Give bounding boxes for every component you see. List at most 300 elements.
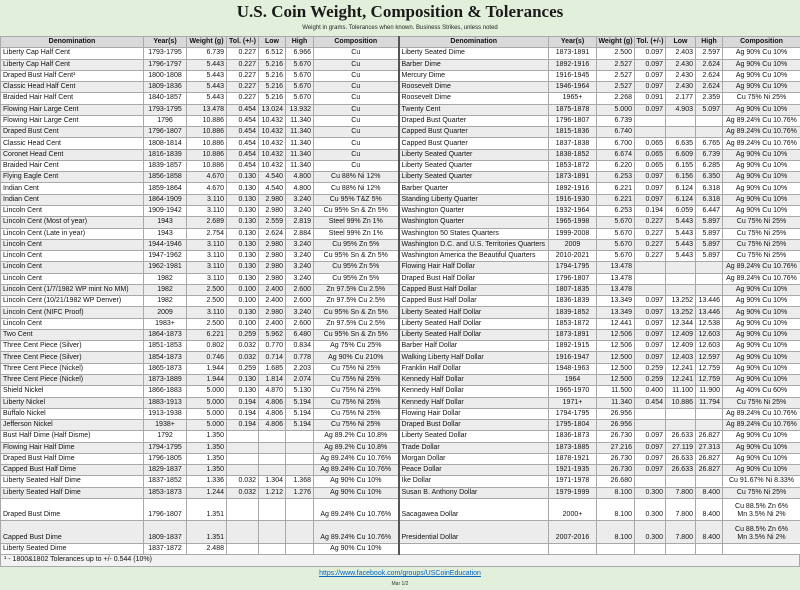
right-tolerance-cell: 0.097 — [635, 172, 666, 183]
left-high-cell: 3.240 — [286, 205, 314, 216]
right-denomination-cell: Flowing Hair Dollar — [399, 408, 549, 419]
right-tolerance-cell — [635, 543, 666, 554]
left-weight-cell: 1.350 — [187, 431, 227, 442]
right-tolerance-cell: 0.259 — [635, 363, 666, 374]
right-composition-cell: Cu 75% Ni 25% — [723, 93, 800, 104]
right-denomination-cell: Susan B. Anthony Dollar — [399, 487, 549, 498]
right-denomination-cell: Kennedy Half Dollar — [399, 374, 549, 385]
left-composition-cell: Cu 95% Zn 5% — [314, 239, 399, 250]
left-tolerance-cell: 0.032 — [227, 341, 259, 352]
left-composition-cell: Ag 89.24% Cu 10.76% — [314, 453, 399, 464]
right-low-cell — [666, 476, 696, 487]
left-weight-cell: 1.336 — [187, 476, 227, 487]
left-composition-cell: Ag 90% Cu 10% — [314, 476, 399, 487]
left-composition-cell: Cu 95% Sn & Zn 5% — [314, 307, 399, 318]
left-high-cell: 13.932 — [286, 104, 314, 115]
right-weight-cell: 6.221 — [597, 183, 635, 194]
right-tolerance-cell: 0.097 — [635, 82, 666, 93]
left-high-cell — [286, 465, 314, 476]
right-header-low: Low — [666, 37, 696, 48]
left-denomination-cell: Lincoln Cent — [1, 205, 144, 216]
left-weight-cell: 5.000 — [187, 420, 227, 431]
table-row — [1, 194, 800, 205]
right-weight-cell: 12.506 — [597, 341, 635, 352]
left-low-cell — [259, 431, 286, 442]
left-weight-cell: 10.886 — [187, 138, 227, 149]
right-denomination-cell: Washington America the Beautiful Quarters — [399, 251, 549, 262]
right-weight-cell: 2.268 — [597, 93, 635, 104]
page-title: U.S. Coin Weight, Composition & Tolerances — [236, 2, 564, 21]
table-row — [1, 251, 800, 262]
right-high-cell: 27.313 — [696, 442, 723, 453]
table-row — [1, 465, 800, 476]
right-low-cell: 6.609 — [666, 149, 696, 160]
left-years-cell: 1808-1814 — [144, 138, 187, 149]
right-years-cell: 1965+ — [549, 93, 597, 104]
right-years-cell: 1946-1964 — [549, 82, 597, 93]
right-low-cell — [666, 420, 696, 431]
right-weight-cell: 26.730 — [597, 431, 635, 442]
right-low-cell: 5.443 — [666, 228, 696, 239]
right-high-cell — [696, 408, 723, 419]
table-row — [1, 59, 800, 70]
right-composition-cell: Ag 89.24% Cu 10.76% — [723, 127, 800, 138]
left-tolerance-cell: 0.454 — [227, 115, 259, 126]
right-weight-cell: 11.500 — [597, 386, 635, 397]
right-weight-cell: 12.500 — [597, 363, 635, 374]
left-years-cell: 1982 — [144, 296, 187, 307]
right-years-cell: 2000+ — [549, 498, 597, 521]
right-low-cell: 12.409 — [666, 329, 696, 340]
left-composition-cell: Zn 97.5% Cu 2.5% — [314, 284, 399, 295]
right-denomination-cell: Flowing Hair Half Dollar — [399, 262, 549, 273]
right-tolerance-cell: 0.097 — [635, 329, 666, 340]
right-years-cell: 2009 — [549, 239, 597, 250]
right-weight-cell: 8.100 — [597, 498, 635, 521]
left-years-cell: 1840-1857 — [144, 93, 187, 104]
right-denomination-cell: Capped Bust Quarter — [399, 138, 549, 149]
source-link[interactable]: https://www.facebook.com/groups/USCoinEducation — [319, 570, 481, 577]
right-high-cell: 26.827 — [696, 465, 723, 476]
left-denomination-cell: Lincoln Cent — [1, 239, 144, 250]
right-composition-cell: Ag 90% Cu 10% — [723, 70, 800, 81]
right-composition-cell: Cu 91.67% Ni 8.33% — [723, 476, 800, 487]
right-composition-cell: Cu 75% Ni 25% — [723, 487, 800, 498]
left-years-cell: 1883-1913 — [144, 397, 187, 408]
left-composition-cell: Cu 75% Ni 25% — [314, 374, 399, 385]
right-denomination-cell: Capped Bust Half Dollar — [399, 296, 549, 307]
table-row — [1, 217, 800, 228]
right-tolerance-cell: 0.194 — [635, 205, 666, 216]
left-years-cell: 1859-1864 — [144, 183, 187, 194]
left-weight-cell: 3.110 — [187, 307, 227, 318]
right-tolerance-cell — [635, 420, 666, 431]
right-years-cell: 1839-1852 — [549, 307, 597, 318]
left-denomination-cell: Jefferson Nickel — [1, 420, 144, 431]
left-tolerance-cell: 0.130 — [227, 172, 259, 183]
right-high-cell: 6.285 — [696, 160, 723, 171]
left-low-cell: 2.400 — [259, 284, 286, 295]
right-tolerance-cell: 0.454 — [635, 397, 666, 408]
right-composition-cell: Ag 90% Cu 10% — [723, 442, 800, 453]
left-low-cell: 5.216 — [259, 70, 286, 81]
left-low-cell — [259, 453, 286, 464]
right-low-cell: 2.430 — [666, 70, 696, 81]
left-tolerance-cell: 0.227 — [227, 70, 259, 81]
right-high-cell: 13.446 — [696, 307, 723, 318]
right-weight-cell: 6.674 — [597, 149, 635, 160]
right-years-cell: 1838-1852 — [549, 149, 597, 160]
left-composition-cell: Cu — [314, 149, 399, 160]
right-years-cell: 1815-1836 — [549, 127, 597, 138]
table-row — [1, 239, 800, 250]
right-denomination-cell: Roosevelt Dime — [399, 82, 549, 93]
right-weight-cell — [597, 543, 635, 554]
right-tolerance-cell: 0.097 — [635, 70, 666, 81]
left-high-cell: 5.670 — [286, 59, 314, 70]
table-row — [1, 183, 800, 194]
right-denomination-cell: Draped Bust Dollar — [399, 420, 549, 431]
left-high-cell: 2.074 — [286, 374, 314, 385]
right-high-cell: 5.897 — [696, 251, 723, 262]
left-denomination-cell: Lincoln Cent (1/7/1982 WP mint No MM) — [1, 284, 144, 295]
right-composition-cell: Ag 89.24% Cu 10.76% — [723, 408, 800, 419]
right-composition-cell: Ag 90% Cu 10% — [723, 104, 800, 115]
left-years-cell: 1913-1938 — [144, 408, 187, 419]
left-tolerance-cell: 0.130 — [227, 251, 259, 262]
left-weight-cell: 6.221 — [187, 329, 227, 340]
right-years-cell: 1948-1963 — [549, 363, 597, 374]
left-weight-cell: 3.110 — [187, 273, 227, 284]
left-composition-cell: Cu 95% Zn 5% — [314, 273, 399, 284]
right-low-cell: 13.252 — [666, 296, 696, 307]
left-high-cell: 2.819 — [286, 217, 314, 228]
left-tolerance-cell — [227, 453, 259, 464]
left-denomination-cell: Flowing Hair Half Dime — [1, 442, 144, 453]
left-high-cell: 3.240 — [286, 251, 314, 262]
right-tolerance-cell — [635, 284, 666, 295]
left-tolerance-cell: 0.130 — [227, 374, 259, 385]
left-weight-cell: 10.886 — [187, 115, 227, 126]
left-years-cell: 1829-1837 — [144, 465, 187, 476]
right-tolerance-cell: 0.097 — [635, 442, 666, 453]
right-low-cell: 12.403 — [666, 352, 696, 363]
left-denomination-cell: Buffalo Nickel — [1, 408, 144, 419]
left-denomination-cell: Three Cent Piece (Nickel) — [1, 363, 144, 374]
right-high-cell — [696, 127, 723, 138]
right-low-cell: 13.252 — [666, 307, 696, 318]
table-row — [1, 160, 800, 171]
left-high-cell: 11.340 — [286, 160, 314, 171]
left-years-cell: 1943 — [144, 217, 187, 228]
right-tolerance-cell: 0.227 — [635, 251, 666, 262]
right-composition-cell: Ag 90% Cu 10% — [723, 318, 800, 329]
right-weight-cell: 12.500 — [597, 352, 635, 363]
right-high-cell: 12.759 — [696, 374, 723, 385]
left-years-cell: 1800-1808 — [144, 70, 187, 81]
right-denomination-cell: Liberty Seated Half Dollar — [399, 307, 549, 318]
right-high-cell: 5.097 — [696, 104, 723, 115]
left-tolerance-cell: 0.194 — [227, 420, 259, 431]
right-high-cell: 2.597 — [696, 48, 723, 59]
left-low-cell: 2.980 — [259, 205, 286, 216]
left-weight-cell: 3.110 — [187, 251, 227, 262]
right-high-cell — [696, 476, 723, 487]
left-weight-cell: 10.886 — [187, 127, 227, 138]
left-years-cell: 1943 — [144, 228, 187, 239]
right-years-cell: 1795-1804 — [549, 420, 597, 431]
right-tolerance-cell: 0.227 — [635, 228, 666, 239]
left-high-cell: 11.340 — [286, 149, 314, 160]
left-years-cell: 1982 — [144, 273, 187, 284]
left-years-cell: 1839-1857 — [144, 160, 187, 171]
right-high-cell — [696, 284, 723, 295]
right-weight-cell: 5.000 — [597, 104, 635, 115]
left-high-cell: 1.368 — [286, 476, 314, 487]
left-denomination-cell: Liberty Seated Half Dime — [1, 476, 144, 487]
right-composition-cell: Ag 89.24% Cu 10.76% — [723, 262, 800, 273]
right-years-cell: 1916-1930 — [549, 194, 597, 205]
left-high-cell: 6.480 — [286, 329, 314, 340]
left-low-cell: 4.540 — [259, 172, 286, 183]
right-composition-cell: Cu 75% Ni 25% — [723, 217, 800, 228]
left-denomination-cell: Lincoln Cent (NIFC Proof) — [1, 307, 144, 318]
right-high-cell: 8.400 — [696, 521, 723, 544]
table-row — [1, 138, 800, 149]
right-low-cell: 5.443 — [666, 239, 696, 250]
right-tolerance-cell: 0.097 — [635, 431, 666, 442]
table-row — [1, 363, 800, 374]
left-weight-cell: 1.350 — [187, 465, 227, 476]
left-tolerance-cell: 0.130 — [227, 273, 259, 284]
left-tolerance-cell: 0.130 — [227, 183, 259, 194]
left-weight-cell: 1.944 — [187, 363, 227, 374]
right-years-cell: 2007-2016 — [549, 521, 597, 544]
right-low-cell: 7.800 — [666, 487, 696, 498]
left-denomination-cell: Bust Half Dime (Half Disme) — [1, 431, 144, 442]
right-years-cell: 1873-1885 — [549, 442, 597, 453]
table-row — [1, 318, 800, 329]
left-high-cell: 11.340 — [286, 127, 314, 138]
right-denomination-cell: Ike Dollar — [399, 476, 549, 487]
left-denomination-cell: Three Cent Piece (Nickel) — [1, 374, 144, 385]
left-composition-cell: Cu — [314, 59, 399, 70]
right-high-cell: 2.624 — [696, 82, 723, 93]
table-row — [1, 115, 800, 126]
right-composition-cell: Cu 75% Ni 25% — [723, 239, 800, 250]
left-years-cell: 1796-1805 — [144, 453, 187, 464]
left-denomination-cell: Three Cent Piece (Silver) — [1, 352, 144, 363]
left-weight-cell: 2.689 — [187, 217, 227, 228]
table-row — [1, 476, 800, 487]
left-high-cell: 3.240 — [286, 262, 314, 273]
right-years-cell: 1836-1839 — [549, 296, 597, 307]
left-composition-cell: Cu 88% Ni 12% — [314, 172, 399, 183]
left-high-cell: 5.194 — [286, 408, 314, 419]
table-row — [1, 82, 800, 93]
left-low-cell: 2.400 — [259, 318, 286, 329]
right-tolerance-cell — [635, 262, 666, 273]
left-composition-cell: Cu 75% Ni 25% — [314, 386, 399, 397]
table-row — [1, 521, 800, 544]
left-composition-cell: Cu 95% T&Z 5% — [314, 194, 399, 205]
left-denomination-cell: Capped Bust Dime — [1, 521, 144, 544]
right-composition-cell: Ag 90% Cu 10% — [723, 341, 800, 352]
left-tolerance-cell: 0.227 — [227, 59, 259, 70]
right-high-cell: 6.447 — [696, 205, 723, 216]
left-tolerance-cell: 0.032 — [227, 476, 259, 487]
left-composition-cell: Cu 88% Ni 12% — [314, 183, 399, 194]
right-composition-cell — [723, 543, 800, 554]
left-low-cell: 6.512 — [259, 48, 286, 59]
left-denomination-cell: Braided Hair Half Cent — [1, 93, 144, 104]
left-high-cell: 11.340 — [286, 115, 314, 126]
left-years-cell: 1982 — [144, 284, 187, 295]
right-denomination-cell: Liberty Seated Half Dollar — [399, 318, 549, 329]
table-row — [1, 420, 800, 431]
left-denomination-cell: Liberty Cap Half Cent — [1, 48, 144, 59]
right-years-cell: 1853-1872 — [549, 318, 597, 329]
left-denomination-cell: Liberty Seated Half Dime — [1, 487, 144, 498]
right-high-cell: 5.897 — [696, 228, 723, 239]
left-high-cell: 2.600 — [286, 296, 314, 307]
left-composition-cell: Ag 89.2% Cu 10.8% — [314, 431, 399, 442]
left-low-cell: 10.432 — [259, 138, 286, 149]
left-low-cell — [259, 498, 286, 521]
right-weight-cell: 12.500 — [597, 374, 635, 385]
right-low-cell: 6.059 — [666, 205, 696, 216]
left-tolerance-cell: 0.130 — [227, 307, 259, 318]
left-composition-cell: Ag 89.2% Cu 10.8% — [314, 442, 399, 453]
table-row — [1, 93, 800, 104]
right-weight-cell: 13.349 — [597, 296, 635, 307]
left-denomination-cell: Braided Hair Cent — [1, 160, 144, 171]
right-denomination-cell: Barber Quarter — [399, 183, 549, 194]
left-years-cell: 2009 — [144, 307, 187, 318]
left-low-cell: 5.216 — [259, 59, 286, 70]
right-years-cell: 1965-1970 — [549, 386, 597, 397]
left-high-cell: 4.800 — [286, 183, 314, 194]
left-high-cell — [286, 521, 314, 544]
right-weight-cell: 2.527 — [597, 70, 635, 81]
right-composition-cell: Cu 75% Ni 25% — [723, 251, 800, 262]
right-tolerance-cell: 0.227 — [635, 239, 666, 250]
left-high-cell — [286, 431, 314, 442]
table-row — [1, 228, 800, 239]
right-weight-cell: 11.340 — [597, 397, 635, 408]
right-denomination-cell: Draped Bust Half Dollar — [399, 273, 549, 284]
left-low-cell: 2.980 — [259, 251, 286, 262]
left-high-cell: 5.194 — [286, 420, 314, 431]
left-years-cell: 1796-1797 — [144, 59, 187, 70]
right-weight-cell: 2.527 — [597, 59, 635, 70]
right-high-cell: 13.446 — [696, 296, 723, 307]
table-row — [1, 307, 800, 318]
left-denomination-cell: Liberty Seated Dime — [1, 543, 144, 554]
right-weight-cell: 2.500 — [597, 48, 635, 59]
left-header-low: Low — [259, 37, 286, 48]
left-header-composition: Composition — [314, 37, 399, 48]
right-tolerance-cell: 0.097 — [635, 59, 666, 70]
right-composition-cell: Cu 88.5% Zn 6% Mn 3.5% Ni 2% — [723, 521, 800, 544]
right-years-cell: 1964 — [549, 374, 597, 385]
left-weight-cell: 2.500 — [187, 284, 227, 295]
left-denomination-cell: Lincoln Cent — [1, 318, 144, 329]
left-composition-cell: Steel 99% Zn 1% — [314, 228, 399, 239]
right-composition-cell: Ag 90% Cu 10% — [723, 465, 800, 476]
left-high-cell — [286, 453, 314, 464]
right-high-cell: 12.759 — [696, 363, 723, 374]
left-denomination-cell: Lincoln Cent (Most of year) — [1, 217, 144, 228]
left-weight-cell: 3.110 — [187, 239, 227, 250]
left-low-cell: 5.216 — [259, 93, 286, 104]
left-denomination-cell: Flowing Hair Large Cent — [1, 104, 144, 115]
right-weight-cell: 27.216 — [597, 442, 635, 453]
left-years-cell: 1938+ — [144, 420, 187, 431]
left-tolerance-cell — [227, 521, 259, 544]
left-years-cell: 1854-1873 — [144, 352, 187, 363]
left-low-cell — [259, 521, 286, 544]
right-high-cell: 12.597 — [696, 352, 723, 363]
right-weight-cell: 5.670 — [597, 239, 635, 250]
left-denomination-cell: Flowing Hair Large Cent — [1, 115, 144, 126]
right-high-cell: 26.827 — [696, 453, 723, 464]
left-years-cell: 1809-1836 — [144, 82, 187, 93]
right-high-cell — [696, 543, 723, 554]
right-tolerance-cell: 0.091 — [635, 93, 666, 104]
left-weight-cell: 3.110 — [187, 194, 227, 205]
right-low-cell: 2.403 — [666, 48, 696, 59]
footnote: ¹ - 1800&1802 Tolerances up to +/- 0.544 (10%) — [0, 555, 800, 567]
right-years-cell: 1853-1872 — [549, 160, 597, 171]
table-row — [1, 341, 800, 352]
left-high-cell — [286, 442, 314, 453]
left-weight-cell: 10.886 — [187, 160, 227, 171]
left-low-cell: 4.870 — [259, 386, 286, 397]
left-weight-cell: 5.443 — [187, 59, 227, 70]
left-low-cell: 1.814 — [259, 374, 286, 385]
right-high-cell: 11.900 — [696, 386, 723, 397]
left-weight-cell: 1.350 — [187, 453, 227, 464]
table-row — [1, 48, 800, 59]
right-composition-cell: Ag 90% Cu 10% — [723, 296, 800, 307]
right-composition-cell: Cu 75% Ni 25% — [723, 397, 800, 408]
right-years-cell: 1837-1838 — [549, 138, 597, 149]
right-weight-cell: 12.506 — [597, 329, 635, 340]
right-high-cell: 2.624 — [696, 59, 723, 70]
left-weight-cell: 1.944 — [187, 374, 227, 385]
left-high-cell: 6.966 — [286, 48, 314, 59]
right-tolerance-cell: 0.097 — [635, 296, 666, 307]
table-row — [1, 296, 800, 307]
left-high-cell: 5.130 — [286, 386, 314, 397]
left-weight-cell: 2.500 — [187, 296, 227, 307]
left-tolerance-cell: 0.032 — [227, 352, 259, 363]
right-years-cell: 1836-1873 — [549, 431, 597, 442]
right-low-cell: 12.241 — [666, 374, 696, 385]
right-years-cell: 1878-1921 — [549, 453, 597, 464]
left-years-cell: 1909-1942 — [144, 205, 187, 216]
left-years-cell: 1794-1795 — [144, 442, 187, 453]
left-composition-cell: Cu 95% Sn & Zn 5% — [314, 205, 399, 216]
right-weight-cell: 26.956 — [597, 408, 635, 419]
left-weight-cell: 13.478 — [187, 104, 227, 115]
left-denomination-cell: Classic Head Half Cent — [1, 82, 144, 93]
table-row — [1, 172, 800, 183]
left-years-cell: 1864-1909 — [144, 194, 187, 205]
right-denomination-cell: Liberty Seated Dollar — [399, 431, 549, 442]
right-high-cell: 2.624 — [696, 70, 723, 81]
